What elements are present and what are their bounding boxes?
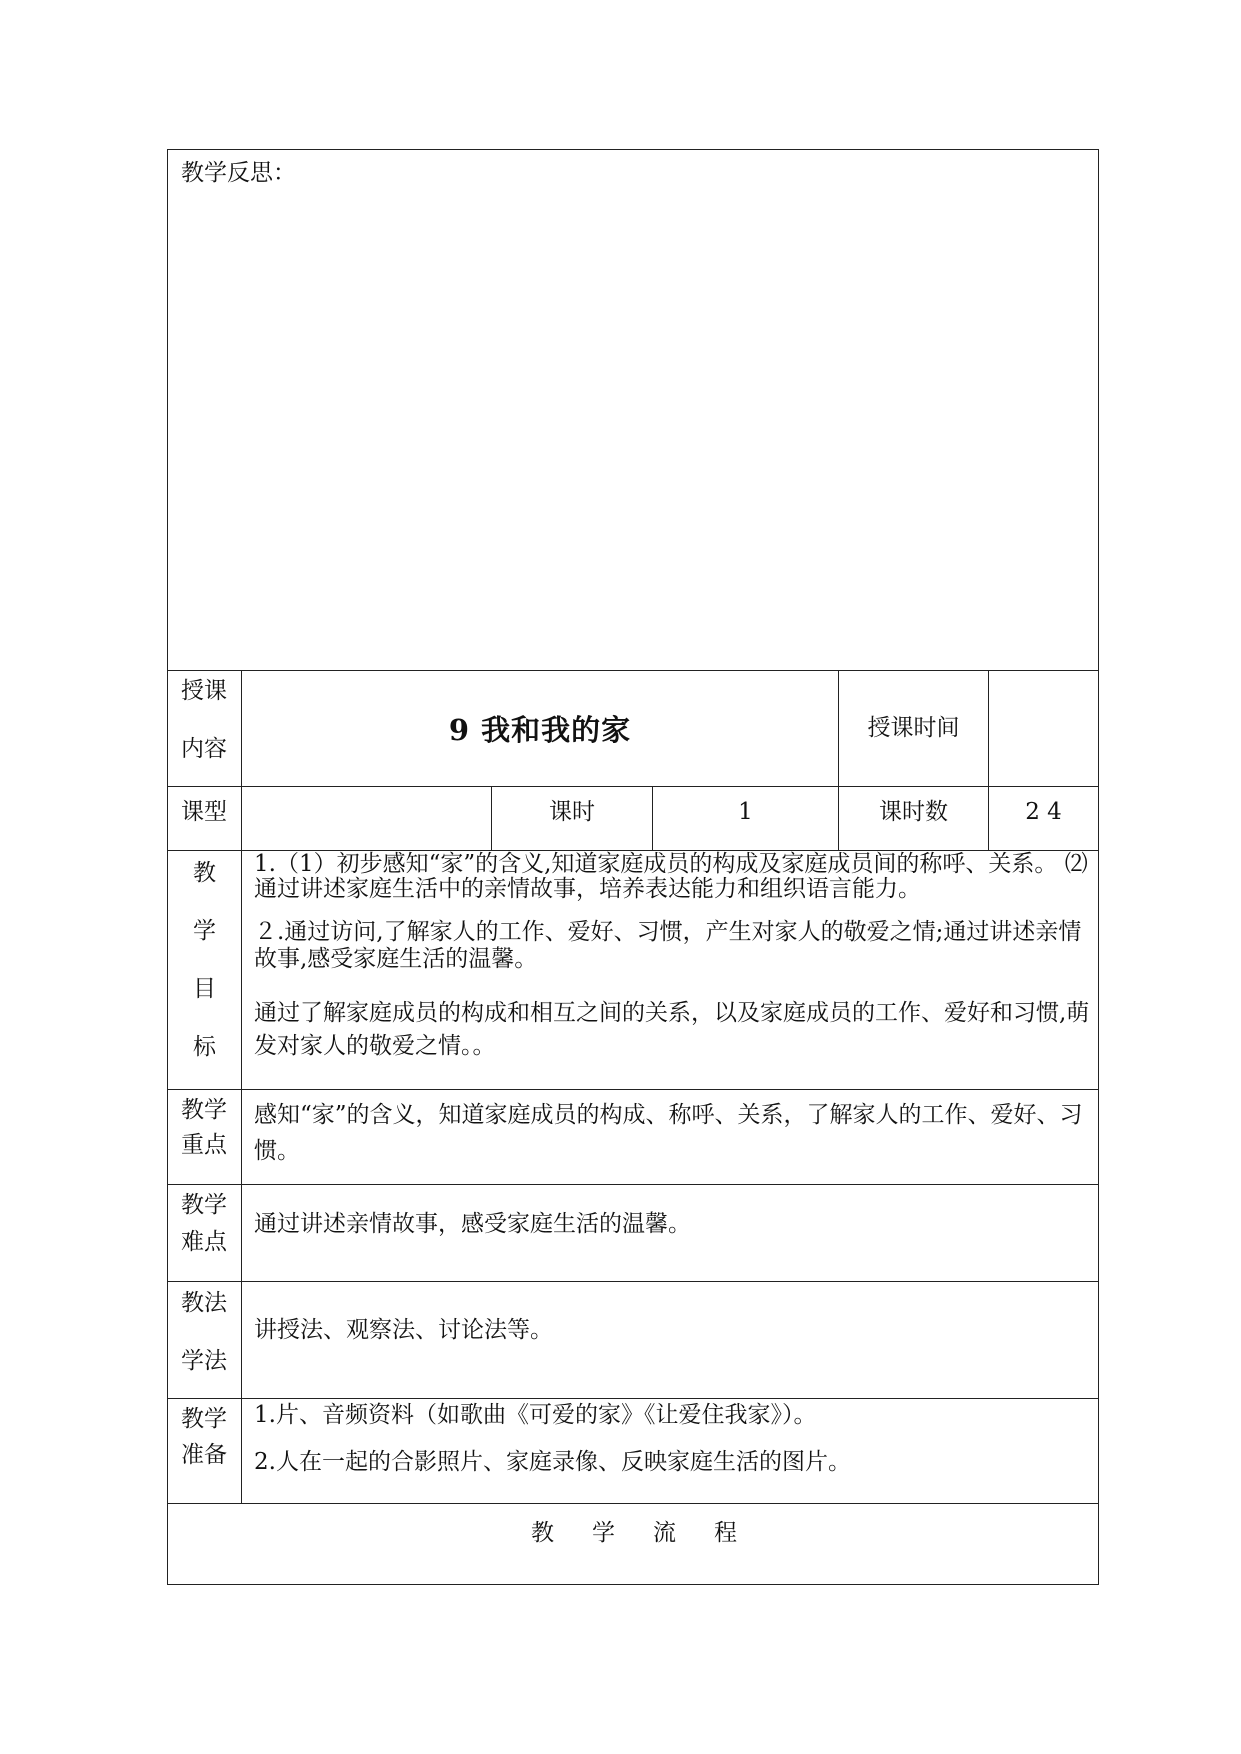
objective-item: ２.通过访问,了解家人的工作、爱好、习惯，产生对家人的敬爱之情;通过讲述亲情故事,感受家庭生活的温馨。 [254, 919, 1082, 972]
methods-content: 讲授法、观察法、讨论法等。 [254, 1317, 553, 1343]
difficulties-content: 通过讲述亲情故事，感受家庭生活的温馨。 [254, 1211, 691, 1237]
preparation-label-line2: 准备 [181, 1442, 227, 1468]
methods-label-line1: 教法 [181, 1290, 227, 1316]
reflection-label: 教学反思： [181, 160, 296, 186]
class-time-label: 授课时间 [867, 715, 960, 741]
objective-item: 1.（1）初步感知“家”的含义,知道家庭成员的构成及家庭成员间的称呼、关系。 ⑵通过讲述家庭生活中的亲情故事，培养表达能力和组织语言能力。 [254, 851, 1088, 902]
period-count-value: 2 4 [1025, 799, 1062, 825]
period-count-label: 课时数 [879, 799, 948, 825]
objectives-label-char: 标 [193, 1034, 216, 1060]
objectives-label-char: 教 [193, 860, 216, 886]
preparation-item: 2.人在一起的合影照片、家庭录像、反映家庭生活的图片。 [254, 1449, 851, 1475]
methods-label-line2: 学法 [181, 1348, 227, 1374]
period-label: 课时 [549, 799, 595, 825]
objective-item: 通过了解家庭成员的构成和相互之间的关系，以及家庭成员的工作、爱好和习惯,萌发对家人的敬爱之情。。 [254, 1000, 1090, 1059]
preparation-item: 1.片、音频资料（如歌曲《可爱的家》《让爱住我家》）。 [254, 1402, 817, 1428]
period-value: 1 [738, 799, 753, 825]
key-points-label-line1: 教学 [181, 1097, 227, 1123]
lesson-plan-table [167, 149, 1099, 1585]
difficulties-label-line1: 教学 [181, 1192, 227, 1218]
row-divider [168, 786, 1098, 787]
lesson-type-label: 课型 [181, 799, 227, 825]
label-column-divider [241, 670, 242, 1503]
lesson-title: 9 我和我的家 [448, 713, 632, 747]
key-points-content: 感知“家”的含义，知道家庭成员的构成、称呼、关系，了解家人的工作、爱好、习惯。 [254, 1102, 1083, 1164]
row-divider [168, 1089, 1098, 1090]
row-divider [168, 1503, 1098, 1504]
course-content-label-line1: 授课 [181, 678, 227, 704]
row-divider [168, 1281, 1098, 1282]
reflection-area[interactable] [176, 195, 1088, 660]
key-points-label-line2: 重点 [181, 1132, 227, 1158]
objectives-label-char: 目 [193, 976, 216, 1002]
row-divider [168, 670, 1098, 671]
preparation-label-line1: 教学 [181, 1406, 227, 1432]
course-content-label-line2: 内容 [181, 736, 227, 762]
teaching-process-heading: 教学流程 [531, 1520, 775, 1546]
row-divider [168, 1398, 1098, 1399]
objectives-label-char: 学 [193, 918, 216, 944]
difficulties-label-line2: 难点 [181, 1229, 227, 1255]
row-divider [168, 1184, 1098, 1185]
